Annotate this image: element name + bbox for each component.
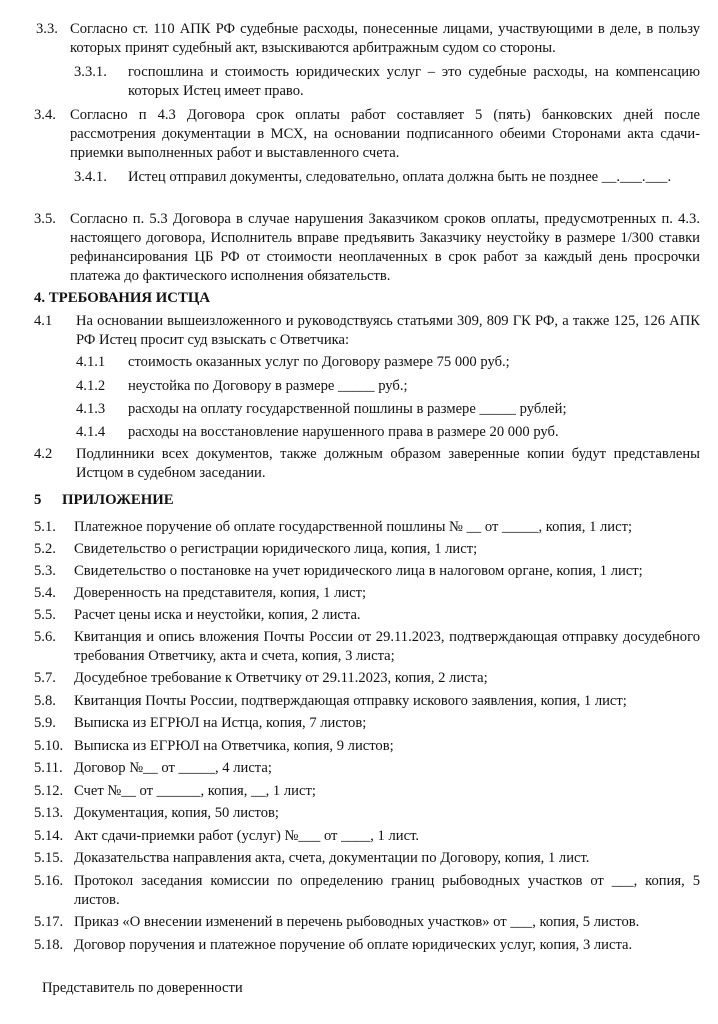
clause-3-3 [36,20,700,60]
attachment-item [34,606,700,626]
attachment-number: 5.13. [34,805,64,821]
attachment-number: 5.2. [34,541,56,557]
attachment-text: Свидетельство о постановке на учет юридического лица в налоговом органе, копия, 1 лист; [74,563,643,579]
attachment-item [34,540,700,560]
clause-4-1 [34,312,700,352]
attachment-number: 5.16. [34,873,64,889]
clause-number: 4.1.2 [76,378,106,394]
clause-text: Согласно п. 5.3 Договора в случае нарушения Заказчиком сроков оплаты, предусмотренных п. 4.3. настоящего договора, Исполнитель вправе предъявить Заказчику неустойку в размере 1/300 ставки рефинансирования ЦБ РФ от стоимости неоплаченных в срок работ за каждый день просрочки платежа до фактического исполнения обязательств. [70,211,700,284]
attachment-number: 5.14. [34,828,64,844]
clause-text: госпошлина и стоимость юридических услуг – это судебные расходы, на компенсацию которых Истец имеет право. [128,64,700,99]
clause-text: неустойка по Договору в размере _____ руб.; [128,378,408,394]
clause-number: 4.2 [34,446,53,462]
attachment-number: 5.6. [34,629,56,645]
attachment-number: 5.3. [34,563,56,579]
attachment-text: Доказательства направления акта, счета, документации по Договору, копия, 1 лист. [74,850,590,866]
clause-text: расходы на восстановление нарушенного права в размере 20 000 руб. [128,424,559,440]
attachment-item [34,849,700,869]
attachment-text: Свидетельство о регистрации юридического лица, копия, 1 лист; [74,541,478,557]
attachment-item [34,737,700,757]
attachment-item [34,562,700,582]
clause-text: стоимость оказанных услуг по Договору размере 75 000 руб.; [128,354,510,370]
clause-text: Истец отправил документы, следовательно, оплата должна быть не позднее __.___.___. [128,169,672,185]
attachment-item [34,669,700,689]
clause-number: 4.1 [34,313,53,329]
clause-number: 3.4.1. [74,169,107,185]
attachment-number: 5.10. [34,738,64,754]
attachment-number: 5.1. [34,519,56,535]
attachment-item [34,628,700,668]
section-5-heading [34,491,174,510]
attachment-text: Договор поручения и платежное поручение об оплате юридических услуг, копия, 3 листа. [74,937,633,953]
attachment-item [34,782,700,802]
clause-text: На основании вышеизложенного и руководствуясь статьями 309, 809 ГК РФ, а также 125, 126 АПК РФ Истец просит суд взыскать с Ответчика: [76,313,700,348]
attachment-item [34,518,700,538]
attachment-item [34,913,700,933]
attachment-text: Досудебное требование к Ответчику от 29.11.2023, копия, 2 листа; [74,670,488,686]
attachment-text: Протокол заседания комиссии по определению границ рыбоводных участков от ___, копия, 5 листов. [74,873,700,908]
section-5-heading-number: 5 [34,492,42,508]
clause-number: 3.4. [34,107,56,123]
clause-text: Согласно п 4.3 Договора срок оплаты работ составляет 5 (пять) банковских дней после рассмотрения документации в МСХ, на основании подписанного обеими Сторонами акта сдачи-приемки выполненных работ и выставленного счета. [70,107,700,161]
attachment-number: 5.5. [34,607,56,623]
attachment-text: Доверенность на представителя, копия, 1 лист; [74,585,367,601]
attachment-item [34,584,700,604]
attachment-text: Расчет цены иска и неустойки, копия, 2 листа. [74,607,361,623]
attachment-number: 5.8. [34,693,56,709]
clause-number: 3.3. [36,21,58,37]
attachment-text: Платежное поручение об оплате государственной пошлины № __ от _____, копия, 1 лист; [74,519,633,535]
attachment-item [34,759,700,779]
attachment-number: 5.9. [34,715,56,731]
clause-text: расходы на оплату государственной пошлины в размере _____ рублей; [128,401,567,417]
clause-3-4-1 [74,168,700,208]
attachment-number: 5.17. [34,914,64,930]
clause-number: 3.5. [34,211,56,227]
clause-3-3-1 [74,63,700,103]
attachment-number: 5.7. [34,670,56,686]
attachment-text: Договор №__ от _____, 4 листа; [74,760,272,776]
attachment-text: Приказ «О внесении изменений в перечень рыбоводных участков» от ___, копия, 5 листов. [74,914,640,930]
attachment-text: Квитанция Почты России, подтверждающая отправку искового заявления, копия, 1 лист; [74,693,627,709]
clause-4-1-1 [76,353,700,373]
attachment-text: Счет №__ от ______, копия, __, 1 лист; [74,783,316,799]
clause-number: 4.1.4 [76,424,106,440]
attachment-text: Акт сдачи-приемки работ (услуг) №___ от ____, 1 лист. [74,828,420,844]
attachment-item [34,692,700,712]
attachment-item [34,872,700,912]
attachment-item [34,827,700,847]
attachment-number: 5.15. [34,850,64,866]
section-4-heading: 4. ТРЕБОВАНИЯ ИСТЦА [34,290,211,306]
attachment-text: Выписка из ЕГРЮЛ на Ответчика, копия, 9 листов; [74,738,394,754]
attachment-text: Выписка из ЕГРЮЛ на Истца, копия, 7 листов; [74,715,367,731]
clause-text: Согласно ст. 110 АПК РФ судебные расходы, понесенные лицами, участвующими в деле, в пользу которых принят судебный акт, взыскиваются арбитражным судом со стороны. [70,21,700,56]
clause-number: 3.3.1. [74,64,107,80]
clause-number: 4.1.3 [76,401,106,417]
attachment-number: 5.18. [34,937,64,953]
attachment-item [34,714,700,734]
attachment-item [34,804,700,824]
clause-text: Подлинники всех документов, также должным образом заверенные копии будут представлены Истцом в судебном заседании. [76,446,700,481]
clause-3-4 [34,106,700,166]
attachment-text: Документация, копия, 50 листов; [74,805,279,821]
signature-line: Представитель по доверенности [42,980,243,996]
clause-3-5 [34,210,700,290]
attachment-text: Квитанция и опись вложения Почты России от 29.11.2023, подтверждающая отправку досудебного требования Ответчику, акта и счета, копия, 3 листа; [74,629,700,664]
clause-4-1-4 [76,423,700,443]
clause-4-1-3 [76,400,700,420]
attachment-item [34,936,700,956]
attachment-number: 5.4. [34,585,56,601]
clause-number: 4.1.1 [76,354,106,370]
clause-4-1-2 [76,377,700,397]
attachment-number: 5.11. [34,760,63,776]
attachment-number: 5.12. [34,783,64,799]
section-5-heading-title: ПРИЛОЖЕНИЕ [62,492,174,508]
clause-4-2 [34,445,700,485]
